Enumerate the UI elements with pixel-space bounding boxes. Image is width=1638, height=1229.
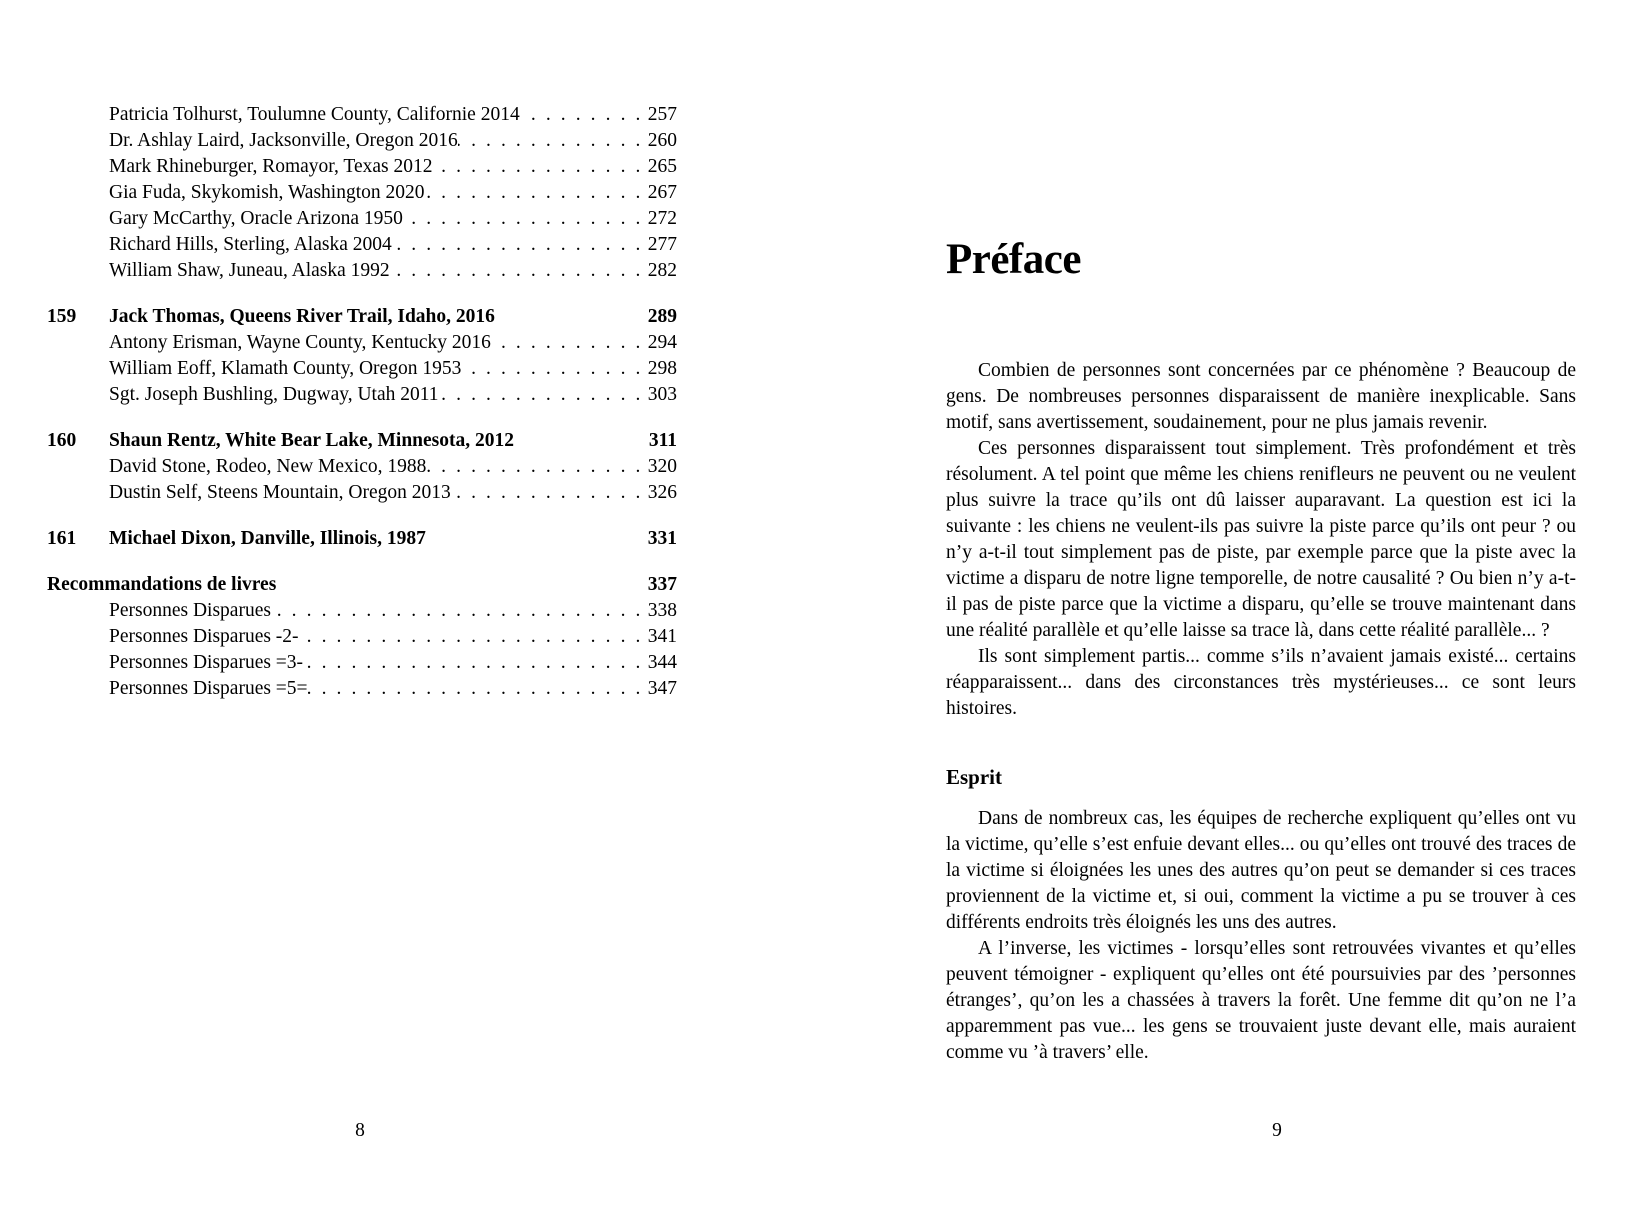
toc-entry-title: Gia Fuda, Skykomish, Washington 2020	[109, 182, 425, 203]
page-number: 9	[1272, 1120, 1282, 1141]
toc-entry-title: William Shaw, Juneau, Alaska 1992	[109, 260, 390, 281]
dot-leader	[491, 330, 647, 356]
paragraph: Ces personnes disparaissent tout simplement. Très profondément et très résolument. A tel point que même les chiens renifleurs ne peuvent ou ne veulent plus suivre la trace qu’ils ont dû laisser auparavant. La question est ici la suivante : les chiens ne veulent-ils pas suivre la piste parce qu’ils ont peur ? ou n’y a-t-il tout simplement pas de piste, par exemple parce que la piste avec la victime a disparu de notre ligne temporelle, de notre causalité ? Ou bien n’y a-t-il pas de piste parce que la victime a disparu, qu’elle se trouve maintenant dans une réalité parallèle et qu’elle laisse sa trace là, dans cette réalité parallèle... ?	[946, 438, 1576, 641]
toc-entry-page: 344	[647, 652, 677, 673]
toc-entry[interactable]	[47, 154, 677, 180]
toc-section[interactable]	[47, 572, 677, 598]
paragraph: A l’inverse, les victimes - lorsqu’elles sont retrouvées vivantes et qu’elles peuvent témoigner - expliquent qu’elles ont été poursuivies par des ’personnes étranges’, qu’on les a chassées à travers la forêt. Une femme dit qu’on ne l’a apparemment pas vue... les gens se trouvaient juste devant elle, mais auraient comme vu ’à travers’ elle.	[946, 938, 1576, 1063]
toc-chapter-page: 331	[647, 528, 677, 549]
dot-leader	[390, 258, 647, 284]
toc-entry[interactable]	[47, 330, 677, 356]
dot-leader	[426, 454, 647, 480]
toc-entry[interactable]	[47, 258, 677, 284]
dot-leader	[432, 154, 647, 180]
dot-leader	[520, 102, 647, 128]
toc-chapter-page: 289	[647, 306, 677, 327]
toc-entry-page: 267	[647, 182, 677, 203]
toc-chapter-number: 160	[47, 430, 77, 451]
dot-leader	[308, 676, 647, 702]
paragraph: Combien de personnes sont concernées par ce phénomène ? Beaucoup de gens. De nombreuses personnes disparaissent de manière inexplicable. Sans motif, sans avertissement, soudainement, pour ne plus jamais revenir.	[946, 360, 1576, 433]
toc-entry-title: Sgt. Joseph Bushling, Dugway, Utah 2011	[109, 384, 439, 405]
toc-entry-page: 277	[647, 234, 677, 255]
toc-entry[interactable]	[47, 480, 677, 506]
toc-entry[interactable]	[47, 356, 677, 382]
toc-chapter[interactable]	[47, 526, 677, 552]
toc-entry-page: 260	[647, 130, 677, 151]
body-text	[946, 358, 1576, 1066]
toc-entry-title: Personnes Disparues -2-	[109, 626, 299, 647]
right-page	[819, 0, 1638, 1229]
toc-entry[interactable]	[47, 454, 677, 480]
dot-leader	[458, 128, 647, 154]
toc-entry-title: David Stone, Rodeo, New Mexico, 1988	[109, 456, 427, 477]
toc-chapter[interactable]	[47, 428, 677, 454]
paragraph: Dans de nombreux cas, les équipes de recherche expliquent qu’elles ont vu la victime, qu’elle s’est enfuie devant elles... ou qu’elles ont trouvé des traces de la victime si éloignées les unes des autres qu’on peut se demander si ces traces proviennent de la victime et, si oui, comment la victime a pu se trouver à ces différents endroits très éloignés les uns des autres.	[946, 808, 1576, 933]
section-heading: Esprit	[946, 765, 1003, 789]
toc-entry[interactable]	[47, 382, 677, 408]
toc-entry[interactable]	[47, 650, 677, 676]
dot-leader	[425, 180, 648, 206]
toc-entry[interactable]	[47, 206, 677, 232]
toc-entry-page: 326	[647, 482, 677, 503]
dot-leader	[451, 480, 647, 506]
toc-section-page: 337	[647, 574, 677, 595]
toc-chapter-number: 161	[47, 528, 77, 549]
toc-entry-title: Patricia Tolhurst, Toulumne County, Californie 2014	[109, 104, 520, 125]
toc-chapter-page: 311	[648, 430, 677, 451]
toc-entry-page: 347	[647, 678, 677, 699]
toc-entry-title: Dustin Self, Steens Mountain, Oregon 2013	[109, 482, 451, 503]
toc-entry[interactable]	[47, 676, 677, 702]
toc-entry-title: Gary McCarthy, Oracle Arizona 1950	[109, 208, 403, 229]
toc-entry[interactable]	[47, 598, 677, 624]
toc-entry-title: William Eoff, Klamath County, Oregon 1953	[109, 358, 462, 379]
toc-entry-page: 272	[647, 208, 677, 229]
toc-entry-title: Richard Hills, Sterling, Alaska 2004	[109, 234, 392, 255]
toc-entry[interactable]	[47, 232, 677, 258]
toc-entry[interactable]	[47, 128, 677, 154]
dot-leader	[271, 598, 647, 624]
toc-entry-page: 341	[647, 626, 677, 647]
toc-entry-page: 338	[647, 600, 677, 621]
toc-chapter-title: Shaun Rentz, White Bear Lake, Minnesota, 2012	[109, 430, 515, 451]
toc-chapter[interactable]	[47, 304, 677, 330]
toc-entry-title: Personnes Disparues =5=	[109, 678, 308, 699]
toc-chapter-number: 159	[47, 306, 77, 327]
page-number: 8	[355, 1120, 365, 1141]
toc-chapter-title: Michael Dixon, Danville, Illinois, 1987	[109, 528, 426, 549]
toc-chapter-title: Jack Thomas, Queens River Trail, Idaho, 2016	[109, 306, 495, 327]
dot-leader	[403, 206, 647, 232]
toc-section-title: Recommandations de livres	[47, 574, 277, 595]
dot-leader	[303, 650, 647, 676]
toc-entry-page: 303	[647, 384, 677, 405]
toc-entry[interactable]	[47, 102, 677, 128]
toc-entry-title: Personnes Disparues	[109, 600, 271, 621]
toc-entry-page: 257	[647, 104, 677, 125]
dot-leader	[461, 356, 647, 382]
chapter-title: Préface	[946, 236, 1081, 283]
toc-entry-page: 298	[647, 358, 677, 379]
toc-entry-page: 282	[647, 260, 677, 281]
toc-entry[interactable]	[47, 180, 677, 206]
toc-entry-page: 265	[647, 156, 677, 177]
toc-entry-title: Mark Rhineburger, Romayor, Texas 2012	[109, 156, 433, 177]
dot-leader	[392, 232, 647, 258]
dot-leader	[299, 624, 647, 650]
toc-entry-title: Personnes Disparues =3-	[109, 652, 304, 673]
toc-entry-title: Antony Erisman, Wayne County, Kentucky 2016	[109, 332, 491, 353]
toc-entry[interactable]	[47, 624, 677, 650]
table-of-contents	[47, 102, 677, 702]
chapter-header	[946, 230, 1576, 290]
dot-leader	[439, 382, 647, 408]
toc-entry-page: 294	[647, 332, 677, 353]
toc-entry-page: 320	[647, 456, 677, 477]
paragraph: Ils sont simplement partis... comme s’ils n’avaient jamais existé... certains réapparaissent... dans des circonstances très mystérieuses... ce sont leurs histoires.	[946, 646, 1576, 719]
toc-entry-title: Dr. Ashlay Laird, Jacksonville, Oregon 2016	[109, 130, 458, 151]
